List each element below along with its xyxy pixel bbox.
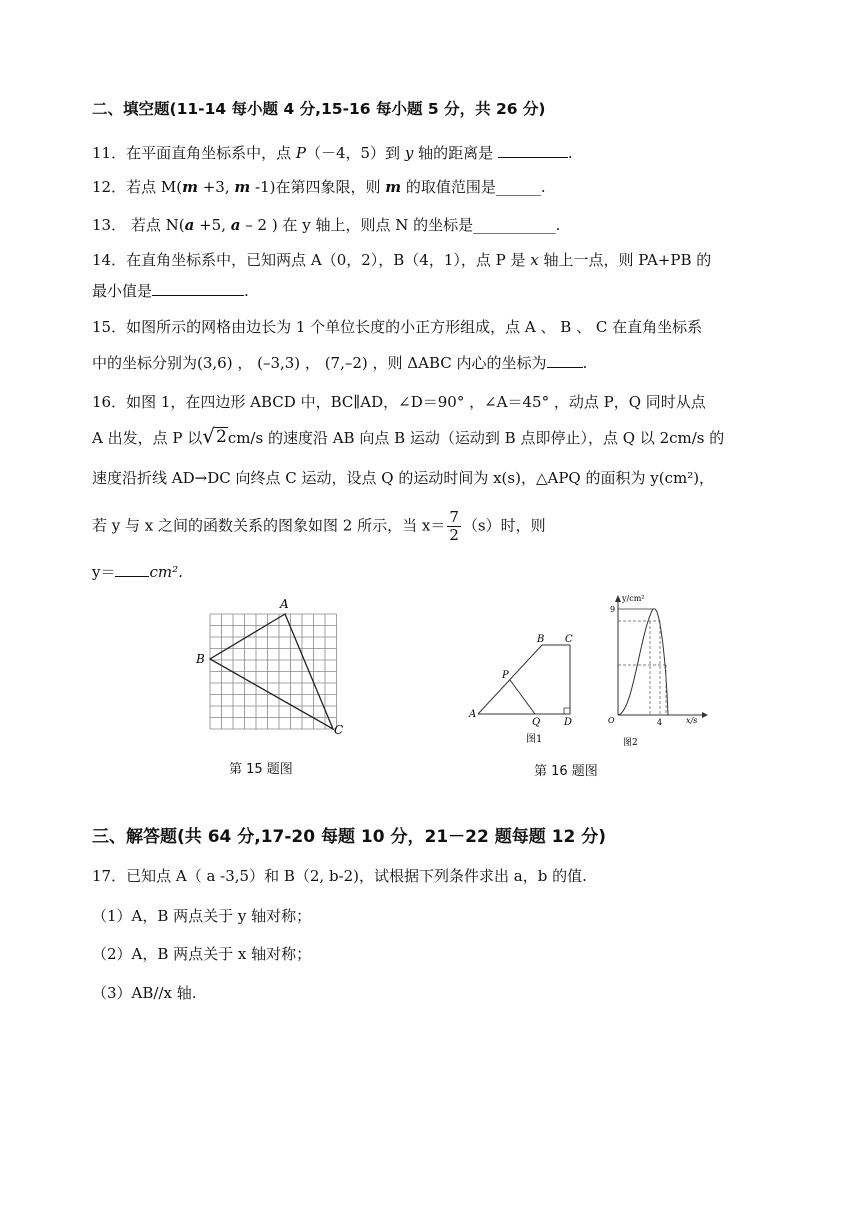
fraction-7-2: $\frac{7}{2}$ <box>449 508 459 544</box>
point-label-b: B <box>196 652 205 666</box>
question-12: 12．若点 M(m +3, m -1)在第四象限，则 m 的取值范围是______. <box>92 178 546 196</box>
question-17-part-1: （1）A，B 两点关于 y 轴对称； <box>92 907 312 925</box>
answer-blank-16[interactable] <box>115 561 149 577</box>
question-15-line-1: 15．如图所示的网格由边长为 1 个单位长度的小正方形组成，点 A 、 B 、 C 在直角坐标系 <box>92 318 703 336</box>
question-17-part-3: （3）AB//x 轴. <box>92 984 197 1002</box>
fig16-label-b: B <box>537 634 545 645</box>
figure-16-caption: 第 16 题图 <box>534 764 598 779</box>
question-16-line-4: 若 y 与 x 之间的函数关系的图象如图 2 所示，当 x＝ $\frac{7}{2}$ （s）时，则 <box>92 508 546 544</box>
fig16-label-a: A <box>469 709 477 720</box>
question-11: 11．在平面直角坐标系中，点 P（－4，5）到 y 轴的距离是 . <box>92 144 573 162</box>
fig16-2-xlabel: x/s <box>686 716 698 725</box>
section-2-title: 二、填空题(11-14 每小题 4 分,15-16 每小题 5 分，共 26 分) <box>92 100 546 118</box>
question-15-line-2: 中的坐标分别为(3,6) ， (–3,3) ， (7,–2) ，则 ΔABC 内心的坐标为 . <box>92 354 588 372</box>
fig16-2-origin: O <box>608 716 615 725</box>
fig16-label-c: C <box>565 634 573 645</box>
figure-16-graph-2 <box>598 592 710 752</box>
question-14-line-2: 最小值是 . <box>92 282 249 300</box>
fig16-label-d: D <box>564 717 573 728</box>
answer-blank-14[interactable] <box>152 280 244 296</box>
fig16-2-ylabel: y/cm² <box>622 594 645 603</box>
answer-blank-11[interactable] <box>498 142 568 158</box>
question-16-line-5: y＝ cm². <box>92 563 183 581</box>
point-label-c: C <box>334 723 344 737</box>
fig16-2-tick-9: 9 <box>610 605 616 614</box>
fig16-1-label: 图1 <box>526 734 543 745</box>
fig16-label-q: Q <box>532 717 541 728</box>
figure-15-caption: 第 15 题图 <box>229 762 293 777</box>
question-17-part-2: （2）A，B 两点关于 x 轴对称； <box>92 945 312 963</box>
question-17: 17．已知点 A（ a -3,5）和 B（2, b-2)，试根据下列条件求出 a，b 的值. <box>92 867 587 885</box>
point-label-a: A <box>280 597 289 611</box>
figure-16-diagram-1 <box>462 628 587 748</box>
question-16-line-3: 速度沿折线 AD→DC 向终点 C 运动，设点 Q 的运动时间为 x(s)，△APQ 的面积为 y(cm²)， <box>92 469 715 487</box>
fig16-2-tick-4: 4 <box>657 718 663 727</box>
question-13: 13． 若点 N(a +5, a – 2 ) 在 y 轴上，则点 N 的坐标是___________. <box>92 216 561 234</box>
answer-blank-15[interactable] <box>547 352 583 368</box>
question-14-line-1: 14．在直角坐标系中，已知两点 A（0，2），B（4，1），点 P 是 x 轴上一点，则 PA+PB 的 <box>92 251 712 269</box>
question-16-line-1: 16．如图 1，在四边形 ABCD 中，BC∥AD，∠D＝90° ，∠A＝45° ，动点 P，Q 同时从点 <box>92 393 706 411</box>
fig16-2-label: 图2 <box>623 738 638 748</box>
figure-15-grid-triangle <box>190 592 360 742</box>
fig16-label-p: P <box>502 670 509 681</box>
sqrt-2: √ 2 <box>202 424 227 448</box>
section-3-title: 三、解答题(共 64 分,17-20 每题 10 分，21－22 题每题 12 分) <box>92 827 607 847</box>
question-16-line-2: A 出发，点 P 以 √ 2 cm/s 的速度沿 AB 向点 B 运动（运动到 B 点即停止），点 Q 以 2cm/s 的 <box>92 424 725 448</box>
